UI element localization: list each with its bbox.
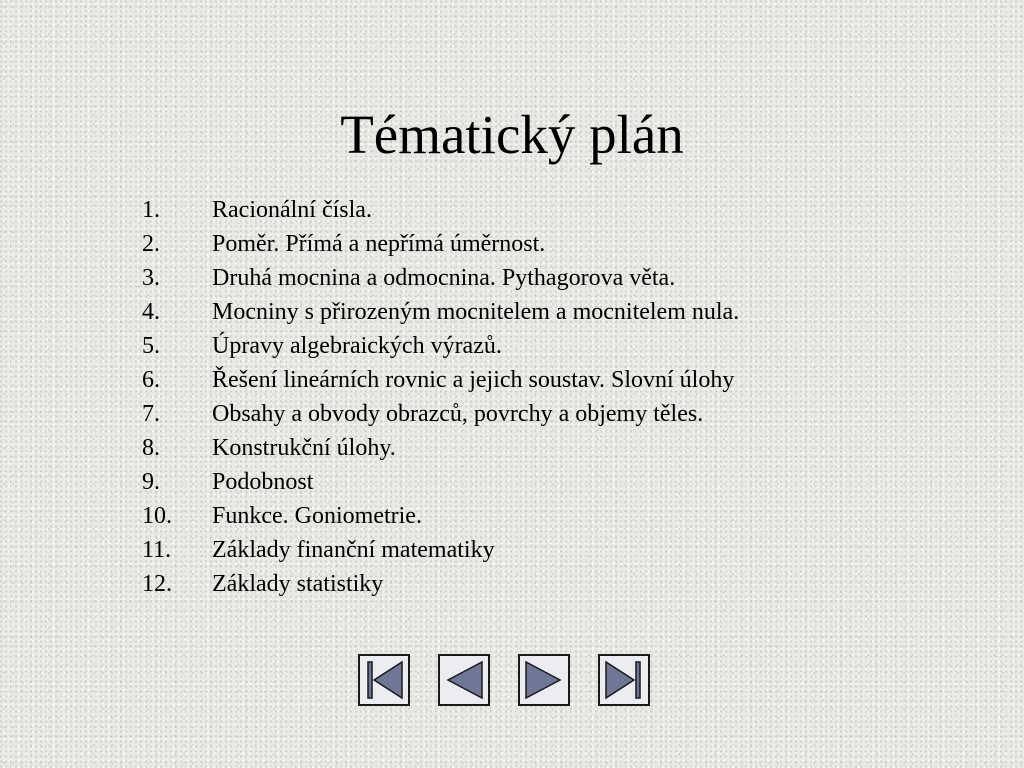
list-item	[142, 295, 739, 329]
list-item-text: Poměr. Přímá a nepřímá úměrnost.	[212, 231, 546, 257]
list-item	[142, 261, 739, 295]
list-item-text: Podobnost	[212, 469, 314, 495]
list-item-number: 3.	[142, 265, 160, 291]
list-item-number: 7.	[142, 401, 160, 427]
list-item-number: 9.	[142, 469, 160, 495]
list-item-text: Racionální čísla.	[212, 197, 372, 223]
list-item	[142, 431, 739, 465]
list-item	[142, 567, 739, 601]
last-slide-icon	[600, 656, 648, 704]
last-slide-button[interactable]	[598, 654, 650, 706]
slide-title: Tématický plán	[340, 104, 684, 165]
next-slide-button[interactable]	[518, 654, 570, 706]
list-item	[142, 227, 739, 261]
list-item-number: 11.	[142, 537, 172, 563]
next-slide-icon	[520, 656, 568, 704]
list-item-text: Řešení lineárních rovnic a jejich soustav. Slovní úlohy	[212, 367, 735, 393]
list-item-text: Druhá mocnina a odmocnina. Pythagorova věta.	[212, 265, 676, 291]
list-item	[142, 193, 739, 227]
slide-navigation	[358, 654, 650, 706]
list-item-number: 1.	[142, 197, 160, 223]
list-item-text: Obsahy a obvody obrazců, povrchy a objemy těles.	[212, 401, 704, 427]
list-item-text: Základy statistiky	[212, 571, 384, 597]
list-item-text: Konstrukční úlohy.	[212, 435, 396, 461]
list-item-text: Úpravy algebraických výrazů.	[212, 333, 502, 359]
list-item-number: 4.	[142, 299, 160, 325]
list-item-number: 10.	[142, 503, 172, 529]
list-item-number: 8.	[142, 435, 160, 461]
list-item-number: 2.	[142, 231, 160, 257]
first-slide-icon	[360, 656, 408, 704]
list-item	[142, 533, 739, 567]
previous-slide-icon	[440, 656, 488, 704]
list-item	[142, 465, 739, 499]
list-item	[142, 499, 739, 533]
list-item-text: Mocniny s přirozeným mocnitelem a mocnitelem nula.	[212, 299, 740, 325]
previous-slide-button[interactable]	[438, 654, 490, 706]
first-slide-button[interactable]	[358, 654, 410, 706]
list-item-number: 6.	[142, 367, 160, 393]
list-item-number: 5.	[142, 333, 160, 359]
list-item	[142, 363, 739, 397]
list-item	[142, 329, 739, 363]
list-item	[142, 397, 739, 431]
topic-list	[142, 193, 739, 601]
list-item-text: Základy finanční matematiky	[212, 537, 495, 563]
list-item-number: 12.	[142, 571, 172, 597]
list-item-text: Funkce. Goniometrie.	[212, 503, 422, 529]
